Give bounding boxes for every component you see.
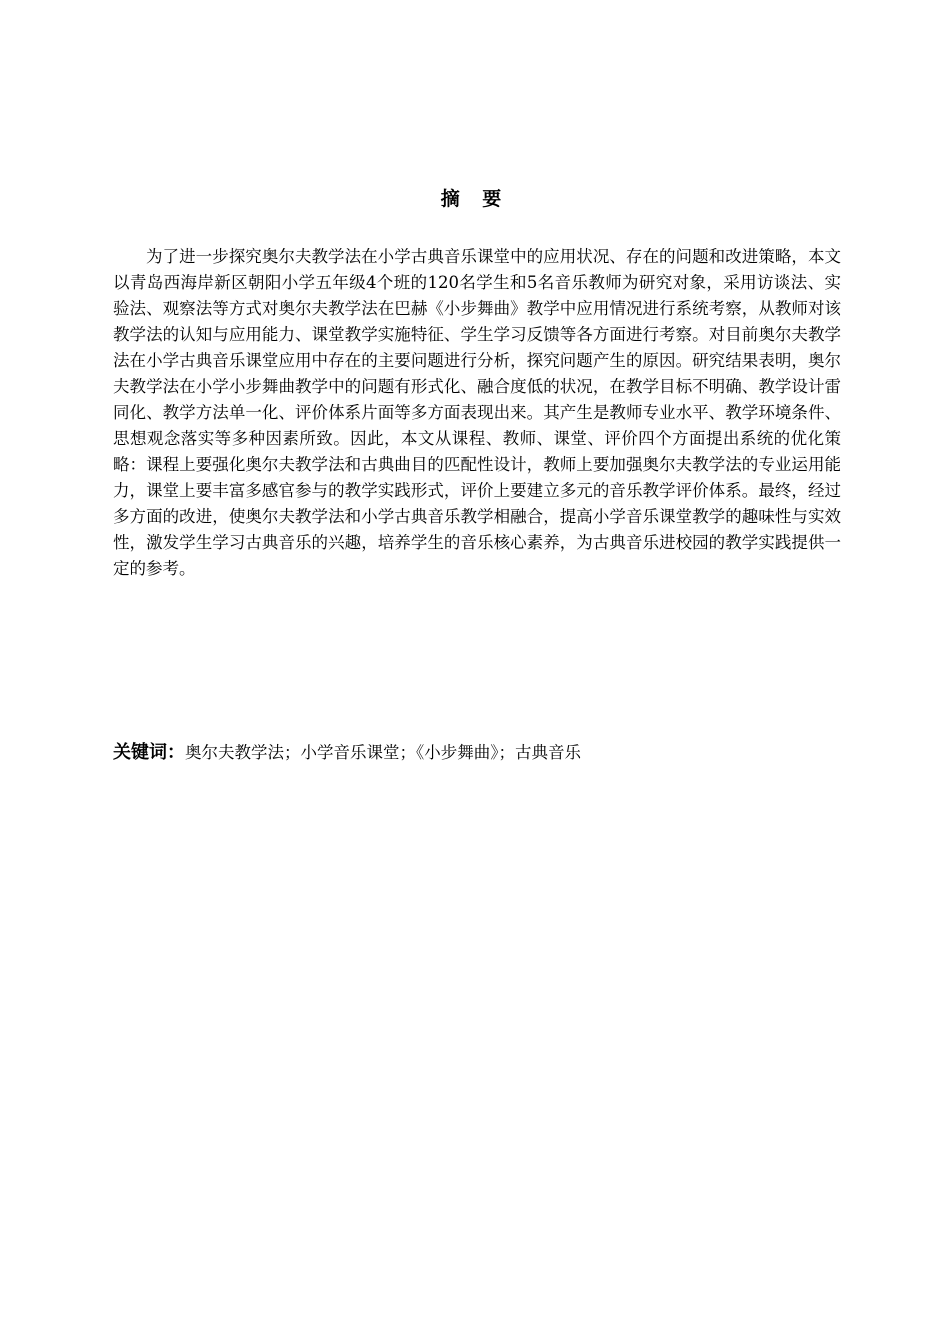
- abstract-body: 为了进一步探究奥尔夫教学法在小学古典音乐课堂中的应用状况、存在的问题和改进策略，本文以青岛西海岸新区朝阳小学五年级4个班的120名学生和5名音乐教师为研究对象，采用访谈法、实验法、观察法等方式对奥尔夫教学法在巴赫《小步舞曲》教学中应用情况进行系统考察，从教师对该教学法的认知与应用能力、课堂教学实施特征、学生学习反馈等各方面进行考察。对目前奥尔夫教学法在小学古典音乐课堂应用中存在的主要问题进行分析，探究问题产生的原因。研究结果表明，奥尔夫教学法在小学小步舞曲教学中的问题有形式化、融合度低的状况，在教学目标不明确、教学设计雷同化、教学方法单一化、评价体系片面等多方面表现出来。其产生是教师专业水平、教学环境条件、思想观念落实等多种因素所致。因此，本文从课程、教师、课堂、评价四个方面提出系统的优化策略：课程上要强化奥尔夫教学法和古典曲目的匹配性设计，教师上要加强奥尔夫教学法的专业运用能力，课堂上要丰富多感官参与的教学实践形式，评价上要建立多元的音乐教学评价体系。最终，经过多方面的改进，使奥尔夫教学法和小学古典音乐教学相融合，提高小学音乐课堂教学的趣味性与实效性，激发学生学习古典音乐的兴趣，培养学生的音乐核心素养，为古典音乐进校园的教学实践提供一定的参考。: [113, 247, 841, 578]
- keywords-label: 关键词：: [113, 742, 185, 763]
- keywords-text: 奥尔夫教学法；小学音乐课堂；《小步舞曲》；古典音乐: [185, 743, 581, 762]
- keywords-line: [113, 740, 841, 766]
- abstract-title: 摘 要: [440, 188, 510, 210]
